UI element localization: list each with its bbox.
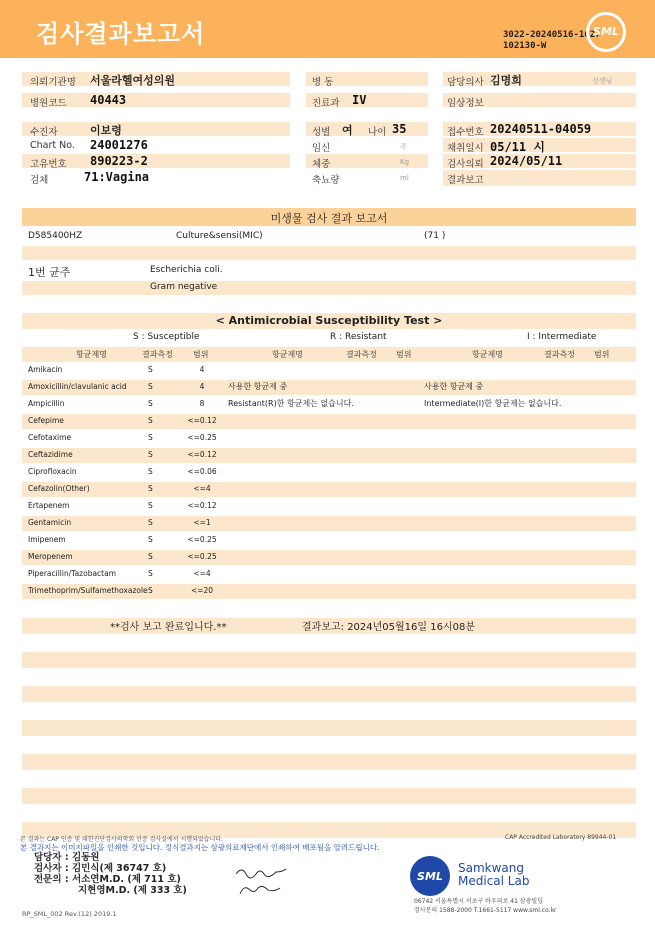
ast-range: <=0.06 <box>187 467 217 476</box>
collect-value: 05/11 시 <box>490 140 545 154</box>
urine-label: 축뇨량 <box>312 175 340 186</box>
institution-value: 서울라헬여성의원 <box>90 74 176 87</box>
ast-drug-name: Gentamicin <box>28 518 72 527</box>
signature-icon <box>232 864 292 900</box>
strain-label: 1번 균주 <box>28 266 71 279</box>
ast-range: 4 <box>199 365 205 374</box>
empty-band <box>22 652 636 668</box>
col-range-2: 범위 <box>396 350 412 359</box>
ast-row-band <box>22 482 636 497</box>
chart-value: 24001276 <box>90 138 148 152</box>
weight-unit: Kg <box>400 158 410 166</box>
request-value: 2024/05/11 <box>490 154 563 168</box>
receipt-value: 20240511-04059 <box>490 122 592 136</box>
col-drug-1: 항균제명 <box>76 350 107 359</box>
institution-label: 의뢰기관명 <box>30 77 76 88</box>
sex-value: 여 <box>342 124 353 137</box>
preg-label: 임신 <box>312 143 331 154</box>
doctor-value: 김명희 <box>490 74 522 87</box>
micro-band <box>22 246 636 260</box>
ast-drug-name: Amikacin <box>28 365 63 374</box>
ast-range: <=0.25 <box>187 433 217 442</box>
lab-name-line2: Medical Lab <box>458 874 530 888</box>
print-notice: 본 결과지는 이미지파일을 인쇄한 것입니다. 정식결과지는 삼광의료재단에서 인쇄하여 배포됨을 알려드립니다. <box>20 843 380 852</box>
patient-label: 수진자 <box>30 127 58 138</box>
ast-drug-name: Ciprofloxacin <box>28 467 77 476</box>
col-drug-3: 항균제명 <box>472 350 503 359</box>
legend-susceptible: S : Susceptible <box>133 332 200 342</box>
note-resistant: Resistant(R)한 항균제는 없습니다. <box>228 399 354 408</box>
doctor-label: 담당의사 <box>447 77 484 88</box>
collect-label: 채취일시 <box>447 143 484 154</box>
ast-drug-name: Imipenem <box>28 535 66 544</box>
ast-range: <=20 <box>190 586 214 595</box>
staff1-label: 담당자 : <box>34 852 69 863</box>
ward-label: 병 동 <box>312 77 334 88</box>
lab-address: 06742 서울특별시 서초구 바우뫼로 41 삼광빌딩 <box>414 898 543 905</box>
ast-row-band <box>22 414 636 429</box>
micro-num: (71 ) <box>424 231 446 241</box>
ast-range: <=0.12 <box>187 450 217 459</box>
ast-drug-name: Meropenem <box>28 552 73 561</box>
ast-drug-name: Amoxicillin/clavulanic acid <box>28 382 127 391</box>
ast-result: S <box>148 450 153 459</box>
ast-range: <=0.12 <box>187 416 217 425</box>
receipt-label: 접수번호 <box>447 127 484 138</box>
report-label: 결과보고 <box>447 175 484 186</box>
weight-label: 체중 <box>312 159 331 170</box>
hospcode-label: 병원코드 <box>30 98 67 109</box>
ast-drug-name: Cefotaxime <box>28 433 72 442</box>
ast-result: S <box>148 569 153 578</box>
organism: Escherichia coli. <box>150 265 223 275</box>
sml-logo-icon: SML <box>586 12 626 52</box>
micro-band <box>22 281 636 295</box>
ast-drug-name: Cefepime <box>28 416 64 425</box>
ast-range: <=0.25 <box>187 552 217 561</box>
report-title: 검사결과보고서 <box>36 20 206 48</box>
specimen-value: 71:Vagina <box>84 170 150 184</box>
report-code-line2: 102130-W <box>503 41 547 51</box>
ast-result: S <box>148 586 153 595</box>
col-result-3: 결과측정 <box>544 350 575 359</box>
empty-band <box>22 754 636 770</box>
ast-row-band <box>22 550 636 565</box>
age-value: 35 <box>392 122 407 136</box>
clinical-label: 임상정보 <box>447 98 484 109</box>
col-result-2: 결과측정 <box>346 350 377 359</box>
ast-result: S <box>148 552 153 561</box>
ast-range: <=0.25 <box>187 535 217 544</box>
staff1-name: 김동원 <box>71 852 100 863</box>
ast-result: S <box>148 365 153 374</box>
urine-unit: ml <box>400 174 409 182</box>
report-code-line1: 3022-20240516-1627 <box>503 30 601 40</box>
cert-note: 본 결과는 CAP 인증 및 대한진단검사의학회 인증 검사실에서 시행되었습니다. <box>20 836 223 843</box>
request-label: 검사의뢰 <box>447 159 484 170</box>
staff-block <box>34 852 187 896</box>
sex-label: 성별 <box>312 127 331 138</box>
ast-drug-name: Ertapenem <box>28 501 70 510</box>
dept-value: IV <box>352 93 367 107</box>
ast-drug-name: Ceftazidime <box>28 450 73 459</box>
legend-resistant: R : Resistant <box>330 332 387 342</box>
age-label: 나이 <box>368 127 387 138</box>
col-drug-2: 항균제명 <box>272 350 303 359</box>
micro-test: Culture&sensi(MIC) <box>176 231 263 241</box>
preg-unit: 주 <box>400 143 407 151</box>
doctor-suffix: 선생님 <box>592 77 613 85</box>
ast-result: S <box>148 535 153 544</box>
empty-band <box>22 788 636 804</box>
ast-result: S <box>148 518 153 527</box>
ast-result: S <box>148 501 153 510</box>
staff4-name: 지현영M.D. (제 333 호) <box>78 885 187 896</box>
ast-range: <=0.12 <box>187 501 217 510</box>
col-range-1: 범위 <box>193 350 209 359</box>
ast-result: S <box>148 433 153 442</box>
ast-row-band <box>22 516 636 531</box>
lab-name-line1: Samkwang <box>458 861 524 875</box>
ast-drug-name: Piperacillin/Tazobactam <box>28 569 117 578</box>
note-intermediate: Intermediate(I)한 항균제는 없습니다. <box>424 399 562 408</box>
col-result-1: 결과측정 <box>142 350 173 359</box>
ast-range: <=4 <box>193 569 211 578</box>
micro-title: 미생물 검사 결과 보고서 <box>270 212 388 225</box>
ast-result: S <box>148 382 153 391</box>
cap-accreditation: CAP Accredited Laboratory 89944-01 <box>505 834 617 841</box>
ast-row-band <box>22 448 636 463</box>
ast-drug-name: Cefazolin(Other) <box>28 484 90 493</box>
lab-name <box>458 862 529 888</box>
col-range-3: 범위 <box>594 350 610 359</box>
ast-drug-name: Trimethoprim/Sulfamethoxazole <box>28 586 148 595</box>
info-band <box>22 122 290 136</box>
ast-range: 8 <box>199 399 205 408</box>
legend-intermediate: I : Intermediate <box>527 332 597 342</box>
hospcode-value: 40443 <box>90 93 127 107</box>
dept-label: 진료과 <box>312 98 340 109</box>
empty-band <box>22 720 636 736</box>
ast-result: S <box>148 484 153 493</box>
report-datetime: 결과보고: 2024년05월16일 16시08분 <box>302 622 476 633</box>
ast-drug-name: Ampicillin <box>28 399 65 408</box>
staff3-name: 서소연M.D. (제 711 호) <box>71 874 181 885</box>
empty-band <box>22 686 636 702</box>
completion-text: **검사 보고 완료입니다.** <box>110 622 227 633</box>
staff2-label: 검사자 : <box>34 863 69 874</box>
lab-logo-text: SML <box>417 870 443 883</box>
ast-range: <=1 <box>193 518 211 527</box>
staff2-name: 김민식(제 36747 호) <box>71 863 167 874</box>
note-used-1: 사용한 항균제 중 <box>228 382 288 391</box>
uid-value: 890223-2 <box>90 154 148 168</box>
gram-stain: Gram negative <box>150 282 218 292</box>
ast-range: <=4 <box>193 484 211 493</box>
ast-result: S <box>148 416 153 425</box>
chart-label: Chart No. <box>30 140 75 151</box>
micro-code: D585400HZ <box>28 231 83 241</box>
staff3-label: 전문의 : <box>34 874 69 885</box>
specimen-label: 검체 <box>30 175 49 186</box>
uid-label: 고유번호 <box>30 159 67 170</box>
form-number: RP_SML_002 Rev.(12) 2019.1 <box>22 910 117 918</box>
ast-range: 4 <box>199 382 205 391</box>
patient-value: 이보령 <box>90 124 122 137</box>
note-used-2: 사용한 항균제 중 <box>424 382 484 391</box>
ast-result: S <box>148 399 153 408</box>
ast-result: S <box>148 467 153 476</box>
lab-contact: 검사문의 1588-2000 T.1661-5117 www.sml.co.kr <box>414 907 557 914</box>
ast-title: < Antimicrobial Susceptibility Test > <box>215 314 443 327</box>
